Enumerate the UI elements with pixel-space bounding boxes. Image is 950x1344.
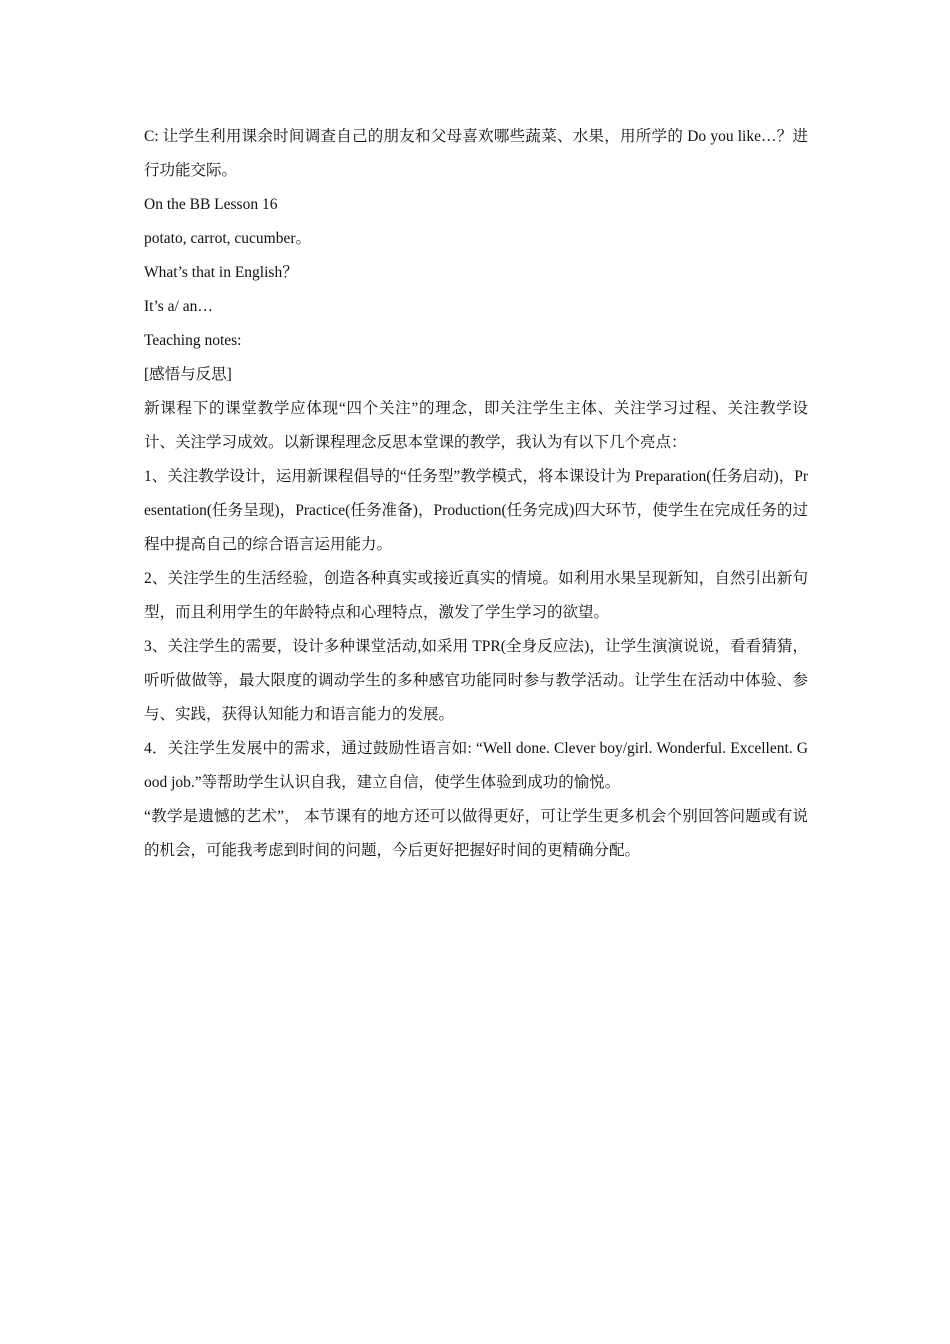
paragraph-reflection-intro: 新课程下的课堂教学应体现“四个关注”的理念，即关注学生主体、关注学习过程、关注教学设计、关注学习成效。以新课程理念反思本堂课的教学，我认为有以下几个亮点：: [144, 400, 808, 451]
paragraph-reflection-heading: [感悟与反思]: [144, 366, 232, 383]
paragraph-conclusion: “教学是遗憾的艺术”， 本节课有的地方还可以做得更好，可让学生更多机会个别回答问题或有说的机会，可能我考虑到时间的问题，今后更好把握好时间的更精确分配。: [144, 808, 808, 859]
document-page: [144, 120, 808, 868]
paragraph-question: What’s that in English？: [144, 264, 298, 281]
paragraph-point-4: 4．关注学生发展中的需求，通过鼓励性语言如: “Well done. Clever boy/girl. Wonderful. Excellent. Good job.”等帮助学生认识自我，建立自信，使学生体验到成功的愉悦。: [144, 740, 808, 791]
paragraph-answer: It’s a/ an…: [144, 298, 213, 315]
paragraph-point-1: 1、关注教学设计，运用新课程倡导的“任务型”教学模式，将本课设计为 Preparation(任务启动)，Presentation(任务呈现)，Practice(任务准备)，Production(任务完成)四大环节，使学生在完成任务的过程中提高自己的综合语言运用能力。: [144, 468, 809, 553]
paragraph-point-3: 3、关注学生的需要，设计多种课堂活动,如采用 TPR(全身反应法)，让学生演演说说，看看猜猜，听听做做等，最大限度的调动学生的多种感官功能同时参与教学活动。让学生在活动中体验、参与、实践，获得认知能力和语言能力的发展。: [144, 638, 808, 723]
paragraph-activity-c: C: 让学生利用课余时间调查自己的朋友和父母喜欢哪些蔬菜、水果，用所学的 Do you like…？进行功能交际。: [144, 128, 808, 179]
paragraph-vocabulary: potato, carrot, cucumber。: [144, 230, 311, 247]
paragraph-on-the-bb: On the BB Lesson 16: [144, 196, 278, 213]
paragraph-point-2: 2、关注学生的生活经验，创造各种真实或接近真实的情境。如利用水果呈现新知，自然引出新句型，而且利用学生的年龄特点和心理特点，激发了学生学习的欲望。: [144, 570, 808, 621]
paragraph-teaching-notes: Teaching notes:: [144, 332, 242, 349]
